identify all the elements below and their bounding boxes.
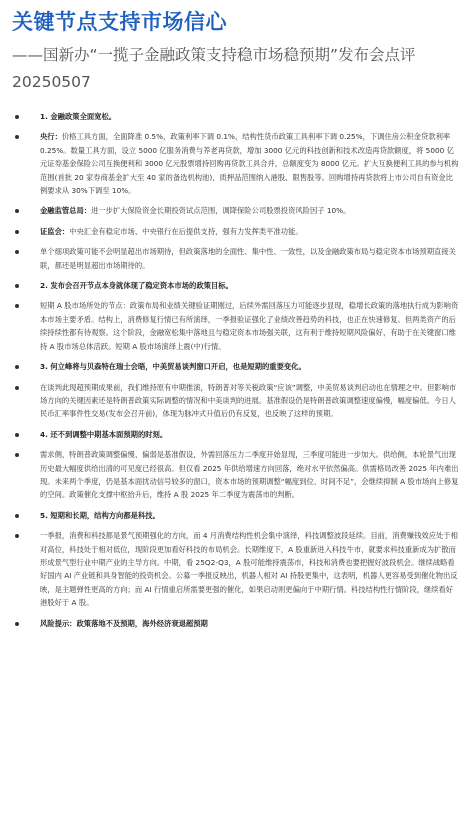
list-item [12,617,460,630]
bullet-icon [15,365,19,369]
item-text: 需求侧，特朗普政策调整偏慢、偏弱是基准假设，外需回落压力二季度开始显现，三季度可能进一步加大。供给侧，本轮景气出现历史最大幅度供给出清的可见度已经很高。但仅看 2025 年供给增速方向回落，绝对水平依然偏高。供需格局改善 2025 年内难出现。未来两个季度，仍是基本面扰动信号较多的窗口，资本市场的预期调整“幅度到位、时间不足”，会继续抑制 A 股市场向上修复的空间。政策催化支撑中枢抬升后，维持 A 股 2025 年二季度为震荡市的判断。 [40,450,459,500]
list-item [12,360,460,373]
item-text: 中央汇金有稳定市场、中央银行在后提供支持，强有力发挥类平准功能。 [69,226,303,236]
bullet-icon [15,250,19,254]
bullet-icon [15,304,19,308]
list-item [12,225,460,238]
bullet-icon [15,514,19,518]
bullet-icon [15,534,19,538]
item-lead: 证监会： [40,226,70,236]
list-item [12,130,460,197]
item-lead: 央行： [40,132,62,142]
list-item [12,245,460,272]
list-item [12,204,460,217]
bullet-icon [15,115,19,119]
bullet-list [12,110,460,630]
document-title: 关键节点支持市场信心 [12,10,227,34]
bullet-icon [15,284,19,288]
list-item [12,299,460,353]
section-heading: 1. 金融政策全面宽松。 [40,112,117,121]
item-text: 一季报，消费和科技都是景气预期强化的方向，而 4 月消费结构性机会集中演绎，科技调整波段延续。目前，消费赚钱效应处于相对高位，科技处于相对低位，现阶段更加看好科技的布局机会。长期维度下，A 股重新进入科技牛市，就要求科技重新成为扩散而形成景气型行业中期产业的主导方向。中期，看 25Q2-Q3，A 股可能维持震荡市，科技和消费也要把握好波段机会。继续战略看好国内 AI 产业链和具身智能的投资机会。公募一季报反映出，机器人相对 AI 持股更集中，这表明，机器人更容易受到催化物出反映，是主题弹性更高的方向；而 AI 行情重启所需要更强的催化，如果启动则更偏向于中期行情。科技结构性行情阶段，继续看好港股好于 A 股。 [40,531,458,608]
section-heading: 2. 发布会召开节点本身就体现了稳定资本市场的政策目标。 [40,281,233,291]
bullet-icon [15,433,19,437]
item-text: 单个细项政策可能不会明显超出市场期待，但政策落地的全面性、集中性、一致性，以及金融政策布局与稳定资本市场预期直接关联，都还是明显超出市场期待的。 [40,247,456,270]
bullet-icon [15,209,19,213]
risk-warning: 风险提示：政策落地不及预期，海外经济衰退超预期 [40,618,208,628]
bullet-icon [15,135,19,139]
list-item [12,110,460,123]
section-heading: 3. 何立峰将与贝森特在瑞士会晤，中美贸易谈判窗口开启，也是短期的重要变化。 [40,362,306,372]
list-item [12,381,460,421]
item-text: 短期 A 股市场所处的节点：政策布局和业绩关键验证期刚过，后续外需回落压力可能逐步显现，稳增长政策的落地执行成为影响资本市场主要矛盾。结构上，消费修复行情已有所演绎，一季报验证强化了业绩改善趋势的科技，也正在快速修复。但两类资产的后续持续性都有待观察。这个阶段，金融宽松集中落地且与稳定资本市场强关联，这有利于维持短期风险偏好，有助于在关键窗口维持 A 股市场总体活跃。短期 A 股市场演绎上震(中)行情。 [40,301,459,351]
bullet-icon [15,230,19,234]
bullet-icon [15,386,19,390]
document-subtitle: ——国新办“一揽子金融政策支持稳市场稳预期”发布会点评 20250507 [12,46,416,91]
list-item [12,448,460,502]
section-heading: 5. 短期和长期，结构方向都是科技。 [40,510,160,520]
bullet-icon [15,622,19,626]
list-item [12,428,460,441]
list-item [12,279,460,292]
list-item [12,509,460,522]
item-text: 在谈判此现超预期成果前，我们维持原有中期推演，特朗普对等关税政策“应该”调整，中美贸易谈判启动也在情理之中。但影响市场方向的关键因素还是特朗普政策实际调整的情况和中美谈判的进展。基准假设仍是特朗普政策调整速度偏慢，幅度偏低。今日人民币汇率事件性交易(发布会召开前)，体现为脉冲式升值后仍有反复，也反映了这样的预期。 [40,382,457,419]
item-text: 价格工具方面，全面降准 0.5%，政策利率下调 0.1%，结构性货币政策工具利率下调 0.25%，下调住房公积金贷款利率 0.25%。数量工具方面，设立 5000 亿服务消费与养老再贷款，增加 3000 亿元的科技创新和技术改造再贷款额度，将 5000 亿元证券基金保险公司互换便利和 3000 亿元股票增持回购再贷款工具合并，总额度变为 8000 亿元。扩大互换便利工具的参与机构范围(首批 20 家券商基金扩大至 40 家的备选机构池)，质押品范围纳入港股、限售股等。回购增持再贷款将上市公司自有资金比例要求从 30%下调至 10%。 [40,132,459,196]
section-heading: 4. 还不到调整中期基本面预期的时刻。 [40,429,168,439]
bullet-icon [15,453,19,457]
list-item [12,529,460,609]
item-lead: 金融监管总局： [40,206,92,216]
item-text: 进一步扩大保险资金长期投资试点范围，调降保险公司股票投资风险因子 10%。 [91,206,351,216]
